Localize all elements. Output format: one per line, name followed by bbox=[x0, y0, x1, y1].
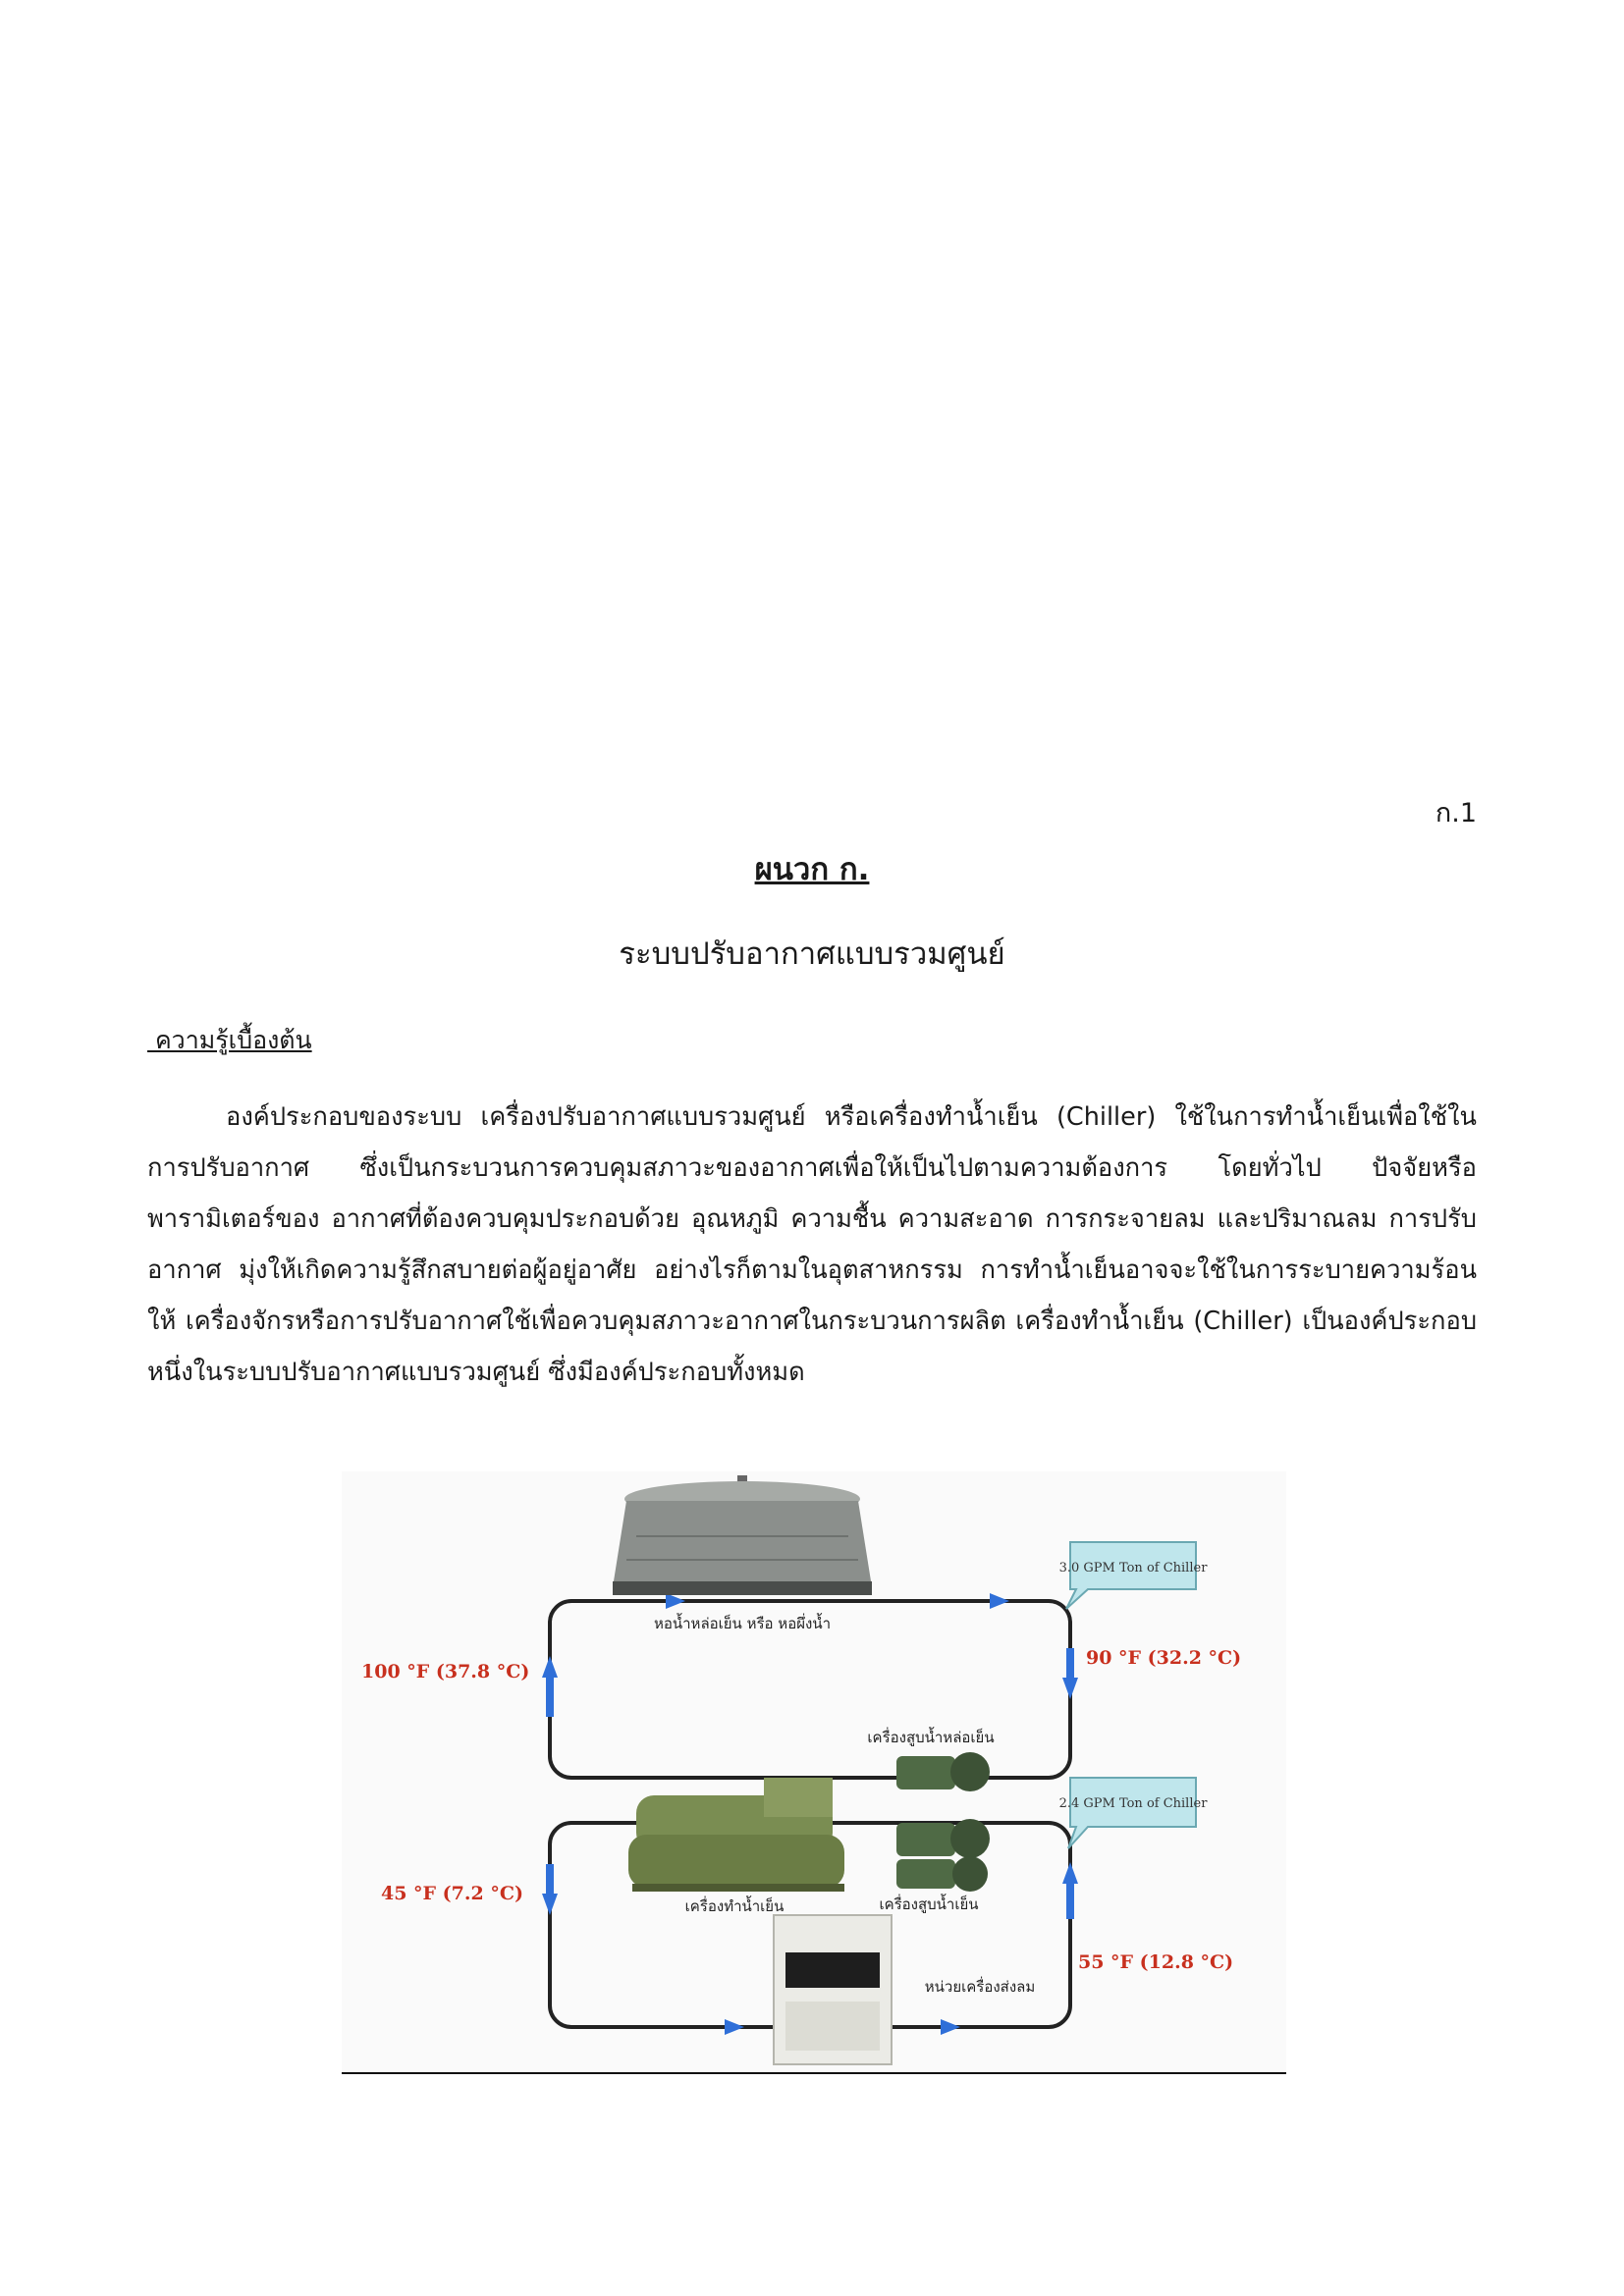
callout-condenser-text: 3.0 GPM Ton of Chiller bbox=[1058, 1561, 1208, 1575]
body-paragraph: องค์ประกอบของระบบ เครื่องปรับอากาศแบบรวมศูนย์ หรือเครื่องทำน้ำเย็น (Chiller) ใช้ในการทำน้ำเย็นเพื่อใช้ใน การปรับอากาศ ซึ่งเป็นกระบวนการควบคุมสภาวะของอากาศเพื่อให้เป็นไปตามความต้องการ โดยทั่วไป ปัจจัยหรือพารามิเตอร์ของ อากาศที่ต้องควบคุมประกอบด้วย อุณหภูมิ ความชื้น ความสะอาด การกระจายลม และปริมาณลม การปรับอากาศ มุ่งให้เกิดความรู้สึกสบายต่อผู้อยู่อาศัย อย่างไรก็ตามในอุตสาหกรรม การทำน้ำเย็นอาจจะใช้ในการระบายความร้อนให้ เครื่องจักรหรือการปรับอากาศใช้เพื่อควบคุมสภาวะอากาศในกระบวนการผลิต เครื่องทำน้ำเย็น (Chiller) เป็นองค์ประกอบหนึ่งในระบบปรับอากาศแบบรวมศูนย์ ซึ่งมีองค์ประกอบทั้งหมด bbox=[147, 1102, 1477, 1387]
callout-chilled-text: 2.4 GPM Ton of Chiller bbox=[1058, 1796, 1208, 1811]
subheading: ความรู้เบื้องต้น bbox=[147, 1026, 312, 1054]
appendix-title: ผนวก ก. bbox=[754, 852, 870, 887]
section-title: ระบบปรับอากาศแบบรวมศูนย์ bbox=[619, 936, 1005, 972]
ahu-label: หน่วยเครื่องส่งลม bbox=[924, 1978, 1036, 1996]
air-handling-unit-image bbox=[774, 1915, 892, 2064]
chilled-pump-image bbox=[896, 1819, 990, 1892]
temp-chilled-return: 55 °F (12.8 °C) bbox=[1078, 1951, 1234, 1973]
flow-arrow bbox=[542, 1894, 558, 1915]
flow-arrow bbox=[546, 1864, 554, 1896]
callout-condenser bbox=[1059, 1542, 1209, 1609]
chiller-label: เครื่องทำน้ำเย็น bbox=[684, 1897, 785, 1915]
chilled-pump-label: เครื่องสูบน้ำเย็น bbox=[879, 1896, 979, 1913]
chiller-system-diagram bbox=[342, 1471, 1286, 2074]
temp-chilled-supply: 45 °F (7.2 °C) bbox=[381, 1883, 523, 1904]
flow-arrow bbox=[990, 1593, 1009, 1609]
flow-arrow bbox=[941, 2019, 960, 2035]
callout-chilled bbox=[1059, 1778, 1209, 1848]
cooling-tower-label: หอน้ำหล่อเย็น หรือ หอผึ่งน้ำ bbox=[653, 1615, 832, 1632]
flow-arrow bbox=[1062, 1678, 1078, 1699]
flow-arrow bbox=[1062, 1862, 1078, 1884]
chiller-image bbox=[628, 1778, 844, 1892]
cooling-tower-image bbox=[613, 1475, 872, 1595]
flow-arrow bbox=[1066, 1884, 1074, 1919]
condenser-pump-label: เครื่องสูบน้ำหล่อเย็น bbox=[867, 1729, 995, 1746]
flow-arrow bbox=[725, 2019, 744, 2035]
condenser-pump-image bbox=[896, 1752, 990, 1791]
flow-arrow bbox=[1066, 1648, 1074, 1680]
temp-condenser-return: 100 °F (37.8 °C) bbox=[361, 1661, 530, 1682]
flow-arrow bbox=[546, 1678, 554, 1717]
temp-condenser-supply: 90 °F (32.2 °C) bbox=[1086, 1647, 1242, 1669]
flow-arrow bbox=[666, 1593, 685, 1609]
flow-arrow bbox=[542, 1656, 558, 1678]
page-number: ก.1 bbox=[1435, 798, 1477, 828]
